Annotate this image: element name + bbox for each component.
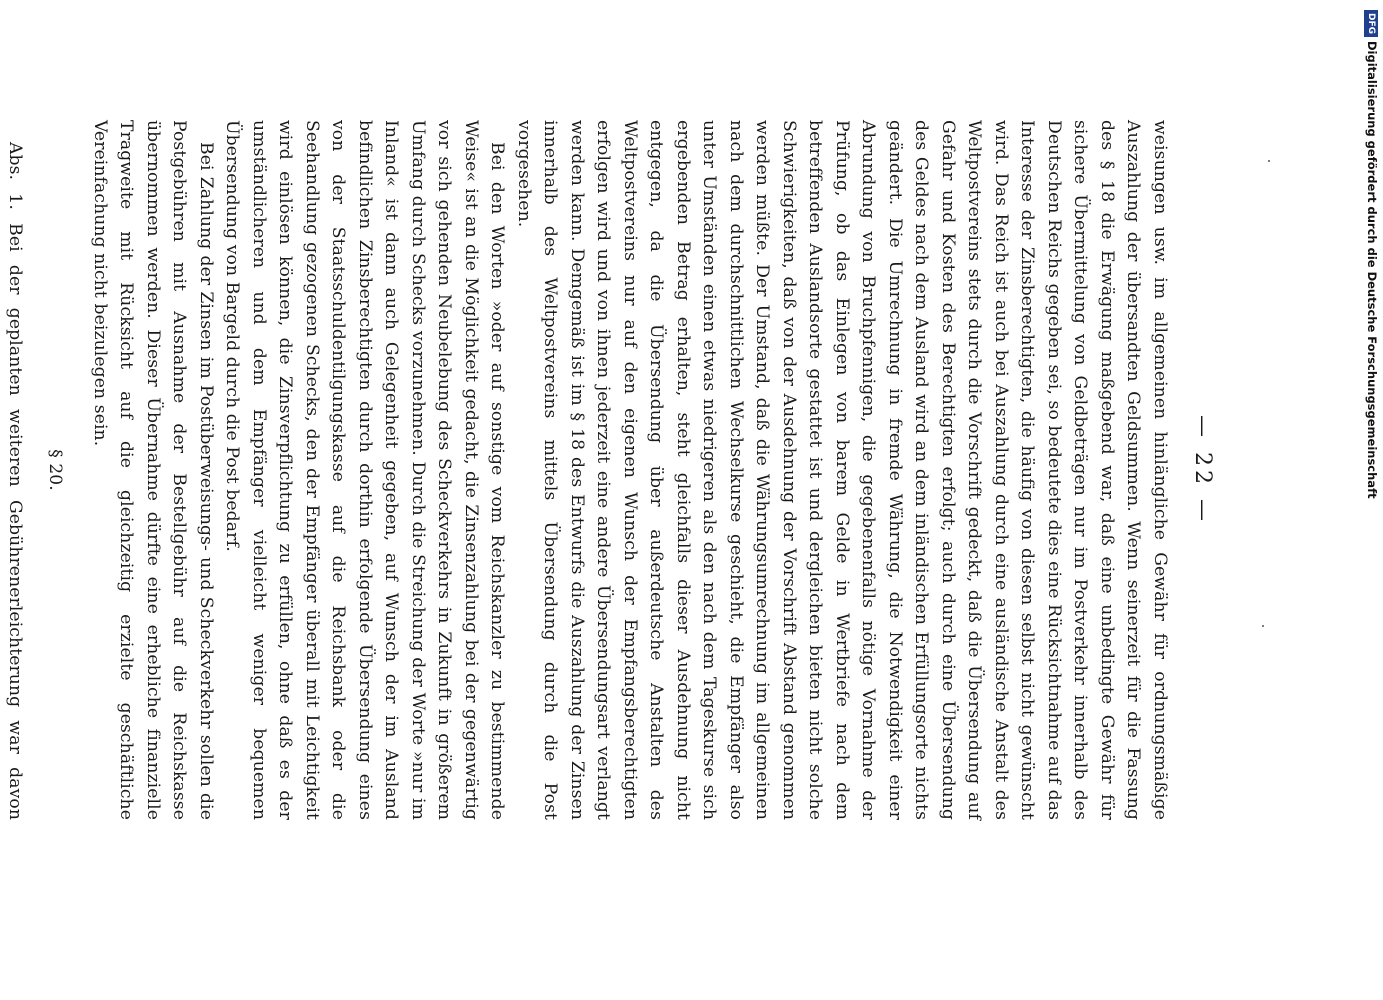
funding-credit-text: Digitalisierung gefördert durch die Deutsche Forschungsgemeinschaft — [1365, 41, 1379, 499]
paragraph-1: weisungen usw. im allgemeinen hinlängliche Gewähr für ordnungsmäßige Auszahlung der übersandten Geldsummen. Wenn seinerzeit für die Fassung des § 18 die Erwägung maßgebend war, daß eine unbedingte Gewähr für sichere Übermittelung von Geldbeträgen nur im Postverkehr innerhalb des Deutschen Reichs gegeben sei, so bedeutete dies eine Rücksichtnahme auf das Interesse der Zinsberechtigten, die häufig von diesen selbst nicht gewünscht wird. Das Reich ist auch bei Auszahlung durch eine ausländische Anstalt des Weltpostvereins stets durch die Vorschrift gedeckt, daß die Übersendung auf Gefahr und Kosten des Berechtigten erfolgt; auch durch eine Übersendung des Geldes nach dem Ausland wird an dem inländischen Erfüllungsorte nichts geändert. Die Umrechnung in fremde Währung, die Notwendigkeit einer Abrundung von Bruchpfennigen, die gegebenenfalls nötige Vornahme der Prüfung, ob das Einlegen von barem Gelde in Wertbriefe nach dem betreffenden Auslandsorte gestattet ist und dergleichen bieten nicht solche Schwierigkeiten, daß von der Ausdehnung der Vorschrift Abstand genommen werden müßte. Der Umstand, daß die Währungsumrechnung im allgemeinen nach dem durchschnittlichen Wechselkurse geschieht, die Empfänger also unter Umständen einen etwas niedrigeren als den nach dem Tageskurse sich ergebenden Betrag erhalten, steht gleichfalls dieser Ausdehnung nicht entgegen, da die Übersendung über außerdeutsche Anstalten des Weltpostvereins nur auf den eigenen Wunsch der Empfangsberechtigten erfolgen wird und von ihnen jederzeit eine andere Übersendungsart verlangt werden kann. Demgemäß ist im § 18 des Entwurfs die Auszahlung der Zinsen innerhalb des Weltpostvereins mittels Übersendung durch die Post vorgesehen. — [514, 120, 1170, 820]
scan-speck — [1268, 160, 1270, 162]
section-paragraph: Abs. 1. Bei der geplanten weiteren Gebührenerleichterung war davon — [5, 142, 25, 820]
funding-credit — [1362, 10, 1382, 770]
scan-speck — [1262, 625, 1264, 627]
dfg-logo: DFG — [1365, 10, 1379, 37]
page-number: — 22 — — [1190, 415, 1215, 525]
document-page — [5, 120, 1215, 820]
paragraph-3: Bei Zahlung der Zinsen im Postüberweisungs- und Scheckverkehr sollen die Postgebühren mit Ausnahme der Bestellgebühr auf die Reichskasse übernommen werden. Dieser Übernahme dürfte eine erhebliche finanzielle Tragweite mit Rücksicht auf die gleichzeitig erzielte geschäftliche Vereinfachung nicht beizulegen sein. — [90, 120, 216, 820]
section-heading: § 20. — [45, 449, 66, 491]
paragraph-2: Bei den Worten »oder auf sonstige vom Reichskanzler zu bestimmende Weise« ist an die Möglichkeit gedacht, die Zinsenzahlung bei der gegenwärtig vor sich gehenden Neubelebung des Scheckverkehrs in Zukunft in größerem Umfang durch Schecks vorzunehmen. Durch die Streichung der Worte »nur im Inland« ist dann auch Gelegenheit gegeben, auf Wunsch der im Ausland befindlichen Zinsberechtigten durch dorthin erfolgende Übersendung eines von der Staatsschuldentilgungskasse auf die Reichsbank oder die Seehandlung gezogenen Schecks, den der Empfänger überall mit Leichtigkeit wird einlösen können, die Zinsverpflichtung zu erfüllen, ohne daß es der umständlicheren und dem Empfänger vielleicht weniger bequemen Übersendung von Bargeld durch die Post bedarf. — [222, 120, 508, 820]
page-body — [0, 120, 1173, 820]
